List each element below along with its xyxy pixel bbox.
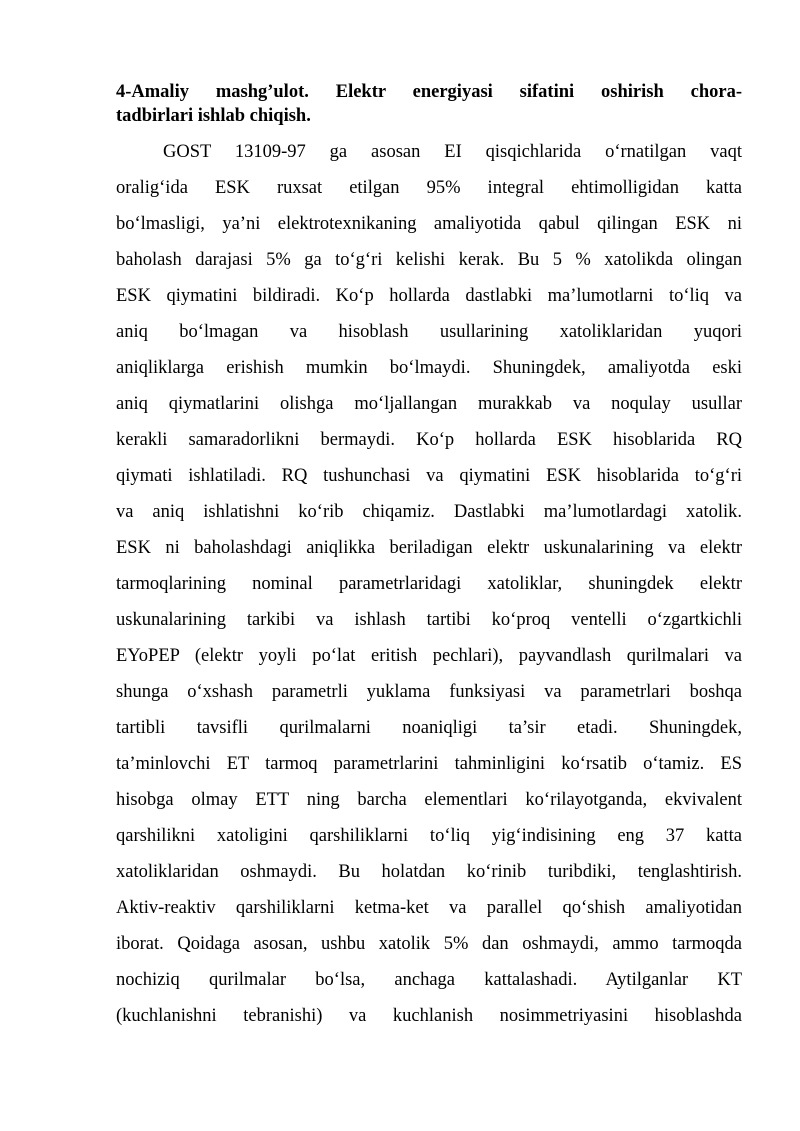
- paragraph-line: ESK ni baholashdagi aniqlikka beriladigan elektr uskunalarining va elektr: [116, 538, 742, 558]
- paragraph-line: iborat. Qoidaga asosan, ushbu xatolik 5% dan oshmaydi, ammo tarmoqda: [116, 934, 742, 954]
- paragraph-line: kerakli samaradorlikni bermaydi. Ko‘p hollarda ESK hisoblarida RQ: [116, 430, 742, 450]
- paragraph-line: xatoliklaridan oshmaydi. Bu holatdan ko‘rinib turibdiki, tenglashtirish.: [116, 862, 742, 882]
- paragraph-line: oralig‘ida ESK ruxsat etilgan 95% integral ehtimolligidan katta: [116, 178, 742, 198]
- body-paragraph: [116, 134, 742, 1034]
- section-heading: [116, 80, 742, 128]
- paragraph-line: nochiziq qurilmalar bo‘lsa, anchaga kattalashadi. Aytilganlar KT: [116, 970, 742, 990]
- heading-line: 4-Amaliy mashg’ulot. Elektr energiyasi sifatini oshirish chora-: [116, 82, 742, 102]
- heading-line: tadbirlari ishlab chiqish.: [116, 106, 311, 126]
- paragraph-line: baholash darajasi 5% ga to‘g‘ri kelishi kerak. Bu 5 % xatolikda olingan: [116, 250, 742, 270]
- paragraph-line: qiymati ishlatiladi. RQ tushunchasi va qiymatini ESK hisoblarida to‘g‘ri: [116, 466, 742, 486]
- paragraph-line: aniq qiymatlarini olishga mo‘ljallangan murakkab va noqulay usullar: [116, 394, 742, 414]
- paragraph-line: EYoPEP (elektr yoyli po‘lat eritish pechlari), payvandlash qurilmalari va: [116, 646, 742, 666]
- paragraph-line: uskunalarining tarkibi va ishlash tartibi ko‘proq ventelli o‘zgartkichli: [116, 610, 742, 630]
- paragraph-line: ta’minlovchi ET tarmoq parametrlarini tahminligini ko‘rsatib o‘tamiz. ES: [116, 754, 742, 774]
- paragraph-line: aniqliklarga erishish mumkin bo‘lmaydi. Shuningdek, amaliyotda eski: [116, 358, 742, 378]
- paragraph-line: va aniq ishlatishni ko‘rib chiqamiz. Dastlabki ma’lumotlardagi xatolik.: [116, 502, 742, 522]
- paragraph-line: tartibli tavsifli qurilmalarni noaniqligi ta’sir etadi. Shuningdek,: [116, 718, 742, 738]
- document-content: [116, 80, 742, 1034]
- paragraph-line: (kuchlanishni tebranishi) va kuchlanish nosimmetriyasini hisoblashda: [116, 1006, 742, 1026]
- paragraph-line: qarshilikni xatoligini qarshiliklarni to‘liq yig‘indisining eng 37 katta: [116, 826, 742, 846]
- paragraph-line: hisobga olmay ETT ning barcha elementlari ko‘rilayotganda, ekvivalent: [116, 790, 742, 810]
- paragraph-line: aniq bo‘lmagan va hisoblash usullarining xatoliklaridan yuqori: [116, 322, 742, 342]
- paragraph-line: GOST 13109-97 ga asosan EI qisqichlarida o‘rnatilgan vaqt: [163, 142, 742, 162]
- paragraph-line: ESK qiymatini bildiradi. Ko‘p hollarda dastlabki ma’lumotlarni to‘liq va: [116, 286, 742, 306]
- paragraph-line: tarmoqlarining nominal parametrlaridagi xatoliklar, shuningdek elektr: [116, 574, 742, 594]
- paragraph-line: Aktiv-reaktiv qarshiliklarni ketma-ket va parallel qo‘shish amaliyotidan: [116, 898, 742, 918]
- paragraph-line: shunga o‘xshash parametrli yuklama funksiyasi va parametrlari boshqa: [116, 682, 742, 702]
- paragraph-line: bo‘lmasligi, ya’ni elektrotexnikaning amaliyotida qabul qilingan ESK ni: [116, 214, 742, 234]
